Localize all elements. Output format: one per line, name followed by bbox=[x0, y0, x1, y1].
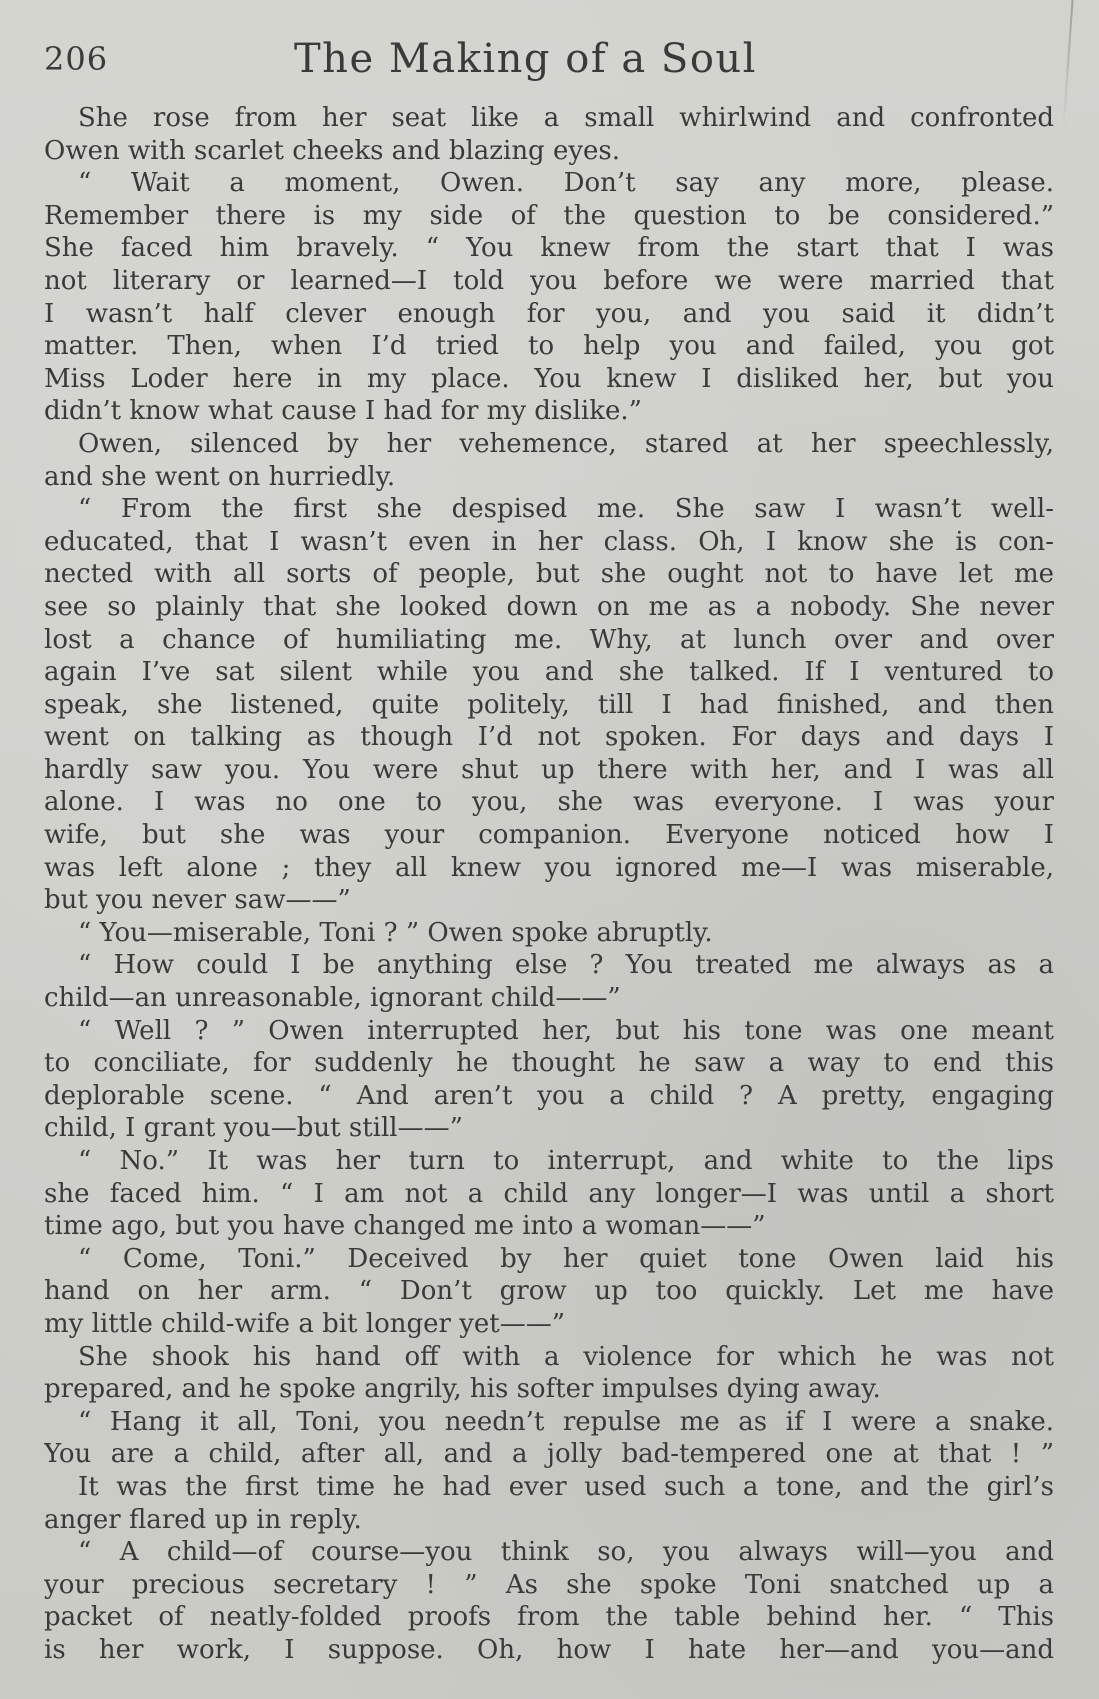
text-line: time ago, but you have changed me into a woman——” bbox=[44, 1211, 766, 1242]
body-text bbox=[44, 102, 1054, 1667]
text-line: Owen with scarlet cheeks and blazing eyes. bbox=[44, 135, 621, 166]
text-line: She shook his hand off with a violence for which he was not bbox=[78, 1341, 1054, 1372]
text-line: Miss Loder here in my place. You knew I disliked her, but you bbox=[44, 363, 1054, 394]
text-line: Remember there is my side of the question to be considered.” bbox=[44, 200, 1054, 231]
text-line: alone. I was no one to you, she was everyone. I was your bbox=[44, 787, 1054, 818]
page-tear-mark bbox=[1062, 0, 1073, 130]
text-line: educated, that I wasn’t even in her class. Oh, I know she is con- bbox=[44, 526, 1054, 557]
text-line: matter. Then, when I’d tried to help you and failed, you got bbox=[44, 331, 1054, 362]
text-line: “ Hang it all, Toni, you needn’t repulse me as if I were a snake. bbox=[78, 1406, 1054, 1437]
text-line: lost a chance of humiliating me. Why, at lunch over and over bbox=[44, 624, 1054, 655]
running-title: The Making of a Soul bbox=[294, 36, 757, 82]
text-line: wife, but she was your companion. Everyone noticed how I bbox=[44, 820, 1054, 851]
text-line: your precious secretary ! ” As she spoke Toni snatched up a bbox=[44, 1569, 1054, 1600]
text-line: is her work, I suppose. Oh, how I hate her—and you—and bbox=[44, 1634, 1054, 1665]
text-line: see so plainly that she looked down on me as a nobody. She never bbox=[44, 591, 1054, 622]
text-line: went on talking as though I’d not spoken. For days and days I bbox=[44, 722, 1054, 753]
text-line: nected with all sorts of people, but she ought not to have let me bbox=[44, 559, 1054, 590]
text-line: “ Wait a moment, Owen. Don’t say any more, please. bbox=[78, 168, 1054, 199]
text-line: “ From the first she despised me. She saw I wasn’t well- bbox=[78, 494, 1054, 525]
text-line: hand on her arm. “ Don’t grow up too quickly. Let me have bbox=[44, 1276, 1054, 1307]
text-line: Owen, silenced by her vehemence, stared at her speechlessly, bbox=[78, 428, 1054, 459]
text-line: again I’ve sat silent while you and she talked. If I ventured to bbox=[44, 657, 1054, 688]
text-line: was left alone ; they all knew you ignored me—I was miserable, bbox=[44, 852, 1054, 883]
text-line: It was the first time he had ever used such a tone, and the girl’s bbox=[78, 1471, 1054, 1502]
text-line: “ You—miserable, Toni ? ” Owen spoke abruptly. bbox=[78, 917, 713, 948]
text-line: not literary or learned—I told you before we were married that bbox=[44, 265, 1054, 296]
text-line: deplorable scene. “ And aren’t you a child ? A pretty, engaging bbox=[44, 1080, 1054, 1111]
text-line: I wasn’t half clever enough for you, and you said it didn’t bbox=[44, 298, 1054, 329]
text-line: didn’t know what cause I had for my dislike.” bbox=[44, 396, 642, 427]
page-header bbox=[44, 36, 1054, 86]
text-line: She rose from her seat like a small whirlwind and confronted bbox=[78, 103, 1054, 133]
text-line: “ Come, Toni.” Deceived by her quiet tone Owen laid his bbox=[78, 1243, 1054, 1274]
text-line: speak, she listened, quite politely, till I had finished, and then bbox=[44, 689, 1054, 720]
text-line: to conciliate, for suddenly he thought he saw a way to end this bbox=[44, 1048, 1054, 1079]
text-line: “ Well ? ” Owen interrupted her, but his tone was one meant bbox=[78, 1015, 1054, 1046]
text-line: “ No.” It was her turn to interrupt, and white to the lips bbox=[78, 1146, 1054, 1176]
text-line: hardly saw you. You were shut up there with her, and I was all bbox=[44, 754, 1054, 785]
text-line: packet of neatly-folded proofs from the table behind her. “ This bbox=[44, 1602, 1054, 1633]
page-number: 206 bbox=[44, 40, 109, 78]
text-line: “ How could I be anything else ? You treated me always as a bbox=[78, 950, 1054, 981]
text-line: She faced him bravely. “ You knew from the start that I was bbox=[44, 233, 1054, 264]
text-line: and she went on hurriedly. bbox=[44, 461, 396, 492]
text-line: my little child-wife a bit longer yet——” bbox=[44, 1308, 566, 1339]
text-line: child, I grant you—but still——” bbox=[44, 1113, 463, 1144]
text-line: child—an unreasonable, ignorant child——” bbox=[44, 983, 621, 1014]
text-line: prepared, and he spoke angrily, his softer impulses dying away. bbox=[44, 1374, 881, 1405]
text-line: she faced him. “ I am not a child any longer—I was until a short bbox=[44, 1178, 1054, 1209]
text-line: You are a child, after all, and a jolly bad-tempered one at that ! ” bbox=[44, 1439, 1054, 1470]
text-line: “ A child—of course—you think so, you always will—you and bbox=[78, 1537, 1054, 1568]
text-line: anger flared up in reply. bbox=[44, 1504, 362, 1535]
text-line: but you never saw——” bbox=[44, 885, 351, 916]
